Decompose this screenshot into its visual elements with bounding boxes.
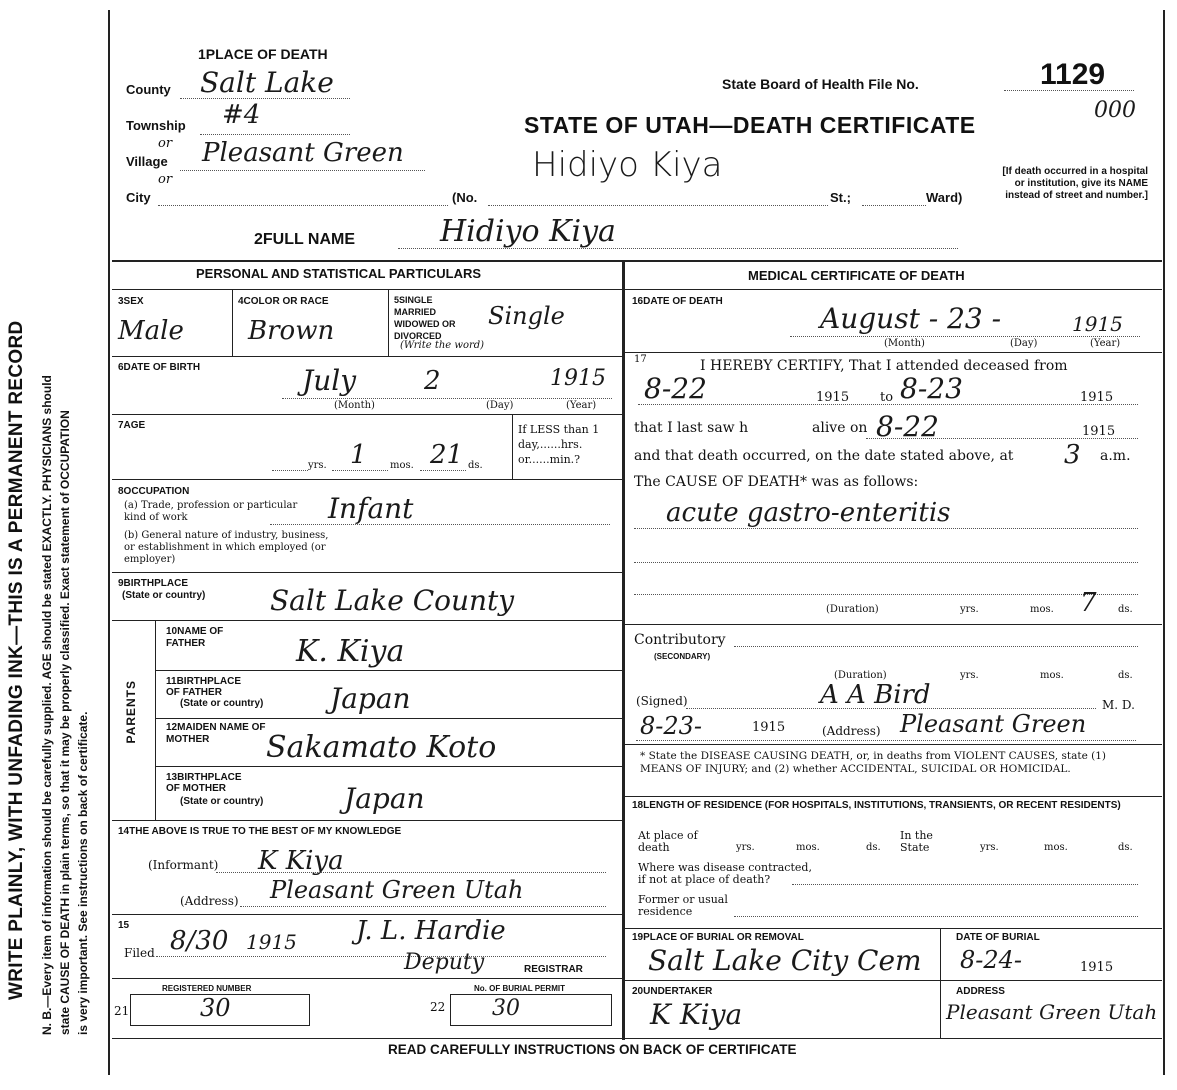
undertaker-address-value: Pleasant Green Utah <box>946 1000 1158 1024</box>
street-label: St.; <box>830 190 851 205</box>
file-no-value: 1129 <box>1040 58 1106 91</box>
or-label-2: or <box>158 172 173 187</box>
or-label-1: or <box>158 136 173 151</box>
contrib-ds-caption: ds. <box>1118 670 1133 681</box>
color-race-value: Brown <box>248 316 335 346</box>
dob-day-caption: (Day) <box>486 400 514 411</box>
med-address-label: (Address) <box>822 724 881 738</box>
file-no-label: State Board of Health File No. <box>722 76 919 92</box>
death-occurred-text: and that death occurred, on the date stated above, at <box>634 448 1014 464</box>
informant-label: (Informant) <box>148 858 219 872</box>
date-of-burial-year: 1915 <box>1080 960 1114 975</box>
birthplace-value: Salt Lake County <box>270 584 515 617</box>
date-of-death-value: August - 23 - <box>820 302 1002 335</box>
marital-write-label: (Write the word) <box>400 340 485 351</box>
signed-date-value: 8-23- <box>640 712 703 740</box>
registrar-label: REGISTRAR <box>524 964 583 975</box>
birthplace-label: 9BIRTHPLACE <box>118 578 189 589</box>
age-yrs-caption: yrs. <box>308 460 327 471</box>
side-note-line1: N. B.—Every item of information should be carefully supplied. AGE should be stated EXACTLY. PHYSICIANS should <box>40 375 54 1035</box>
date-of-death-label: 16DATE OF DEATH <box>632 296 723 307</box>
date-of-death-year: 1915 <box>1072 312 1123 336</box>
institution-note: [If death occurred in a hospital or institution, give its NAME instead of street and number.] <box>1002 166 1148 201</box>
place-of-death-label: 1PLACE OF DEATH <box>198 46 328 62</box>
mother-birthplace-value: Japan <box>344 782 425 815</box>
certificate-title: STATE OF UTAH—DEATH CERTIFICATE <box>524 112 976 138</box>
death-time-value: 3 <box>1064 440 1081 470</box>
village-label: Village <box>126 154 168 169</box>
age-label: 7AGE <box>118 420 146 431</box>
attended-from-value: 8-22 <box>644 372 707 405</box>
state-yrs-caption: yrs. <box>980 842 999 853</box>
top-name-handwritten: Hidiyo Kiya <box>532 145 723 185</box>
mother-birthplace-label: 13BIRTHPLACE OF MOTHER <box>166 772 242 794</box>
duration-mos-caption: mos. <box>1030 604 1054 615</box>
deputy-value: Deputy <box>404 950 485 975</box>
father-birthplace-sub: (State or country) <box>180 698 264 709</box>
marital-label: 5SINGLE MARRIED WIDOWED OR DIVORCED <box>394 295 456 341</box>
color-race-label: 4COLOR OR RACE <box>238 296 329 307</box>
father-name-value: K. Kiya <box>296 634 405 669</box>
filed-label: Filed <box>124 946 155 960</box>
street-no-label: (No. <box>452 190 478 205</box>
last-saw-text: that I last saw h <box>634 420 749 436</box>
attended-from-year: 1915 <box>816 390 850 405</box>
registered-number-value: 30 <box>200 994 231 1022</box>
item-21-label: 21 <box>114 1004 130 1018</box>
true-knowledge-label: 14THE ABOVE IS TRUE TO THE BEST OF MY KNOWLEDGE <box>118 826 402 837</box>
parents-label: PARENTS <box>124 680 138 744</box>
father-birthplace-label: 11BIRTHPLACE OF FATHER <box>166 676 242 698</box>
dob-year-caption: (Year) <box>566 400 597 411</box>
cause-of-death-label: The CAUSE OF DEATH* was as follows: <box>634 474 919 490</box>
filed-date-value: 8/30 <box>170 926 229 956</box>
occupation-b-label: (b) General nature of industry, business, or establishment in which employed (or employer) <box>124 530 329 565</box>
registered-number-label: REGISTERED NUMBER <box>162 984 252 993</box>
marital-value: Single <box>488 302 565 330</box>
duration-ds-caption: ds. <box>1118 604 1133 615</box>
informant-value: K Kiya <box>258 846 344 876</box>
father-birthplace-value: Japan <box>330 682 411 715</box>
less-than-day-label: If LESS than 1 day,......hrs. or......min.? <box>518 423 600 466</box>
sex-label: 3SEX <box>118 296 144 307</box>
age-months-value: 1 <box>350 440 367 470</box>
residence-mos-caption: mos. <box>796 842 820 853</box>
last-saw-year: 1915 <box>1082 424 1116 439</box>
undertaker-label: 20UNDERTAKER <box>632 986 713 997</box>
age-ds-caption: ds. <box>468 460 483 471</box>
side-note-line2: state CAUSE OF DEATH in plain terms, so that it may be properly classified. Exact statement of OCCUPATION <box>58 410 72 1035</box>
footer-instructions: READ CAREFULLY INSTRUCTIONS ON BACK OF CERTIFICATE <box>388 1042 797 1057</box>
age-days-value: 21 <box>430 440 464 470</box>
contrib-mos-caption: mos. <box>1040 670 1064 681</box>
dod-day-caption: (Day) <box>1010 338 1038 349</box>
secondary-label: (SECONDARY) <box>654 652 711 661</box>
duration-days-value: 7 <box>1080 588 1097 618</box>
occupation-value: Infant <box>328 492 414 525</box>
mother-maiden-value: Sakamato Koto <box>266 730 497 765</box>
burial-permit-label: No. OF BURIAL PERMIT <box>474 984 565 993</box>
last-saw-value: 8-22 <box>876 410 939 443</box>
in-state-label: In the State <box>900 829 933 854</box>
residence-ds-caption: ds. <box>866 842 881 853</box>
item-15-label: 15 <box>118 920 130 931</box>
dob-label: 6DATE OF BIRTH <box>118 362 201 373</box>
township-label: Township <box>126 118 186 133</box>
file-no-suffix: 000 <box>1094 98 1136 123</box>
item-17-label: 17 <box>634 354 647 365</box>
burial-permit-box <box>450 994 612 1026</box>
age-mos-caption: mos. <box>390 460 414 471</box>
attended-to-year: 1915 <box>1080 390 1114 405</box>
at-place-label: At place of death <box>638 829 698 854</box>
county-label: County <box>126 82 171 97</box>
township-value: #4 <box>222 100 261 130</box>
signed-label: (Signed) <box>636 694 688 708</box>
attended-to-value: 8-23 <box>900 372 963 405</box>
contributory-label: Contributory <box>634 632 726 648</box>
med-address-value: Pleasant Green <box>900 710 1087 738</box>
left-border <box>108 10 110 1075</box>
cause-of-death-value: acute gastro-enteritis <box>666 498 951 528</box>
permanent-record-warning: WRITE PLAINLY, WITH UNFADING INK—THIS IS A PERMANENT RECORD <box>6 320 27 1000</box>
date-of-burial-value: 8-24- <box>960 946 1023 974</box>
right-border <box>1163 10 1165 1075</box>
duration-caption-1: (Duration) <box>826 604 879 615</box>
ward-label: Ward) <box>926 190 963 205</box>
place-of-burial-label: 19PLACE OF BURIAL OR REMOVAL <box>632 932 804 943</box>
state-ds-caption: ds. <box>1118 842 1133 853</box>
personal-section-title: PERSONAL AND STATISTICAL PARTICULARS <box>196 266 482 281</box>
certify-text: I HEREBY CERTIFY, That I attended deceased from <box>700 358 1068 374</box>
former-residence-label: Former or usual residence <box>638 893 728 918</box>
village-value: Pleasant Green <box>202 138 404 168</box>
side-note-line3: is very important. See instructions on back of certificate. <box>76 711 90 1035</box>
contrib-yrs-caption: yrs. <box>960 670 979 681</box>
full-name-label: 2FULL NAME <box>254 231 356 248</box>
filed-year-value: 1915 <box>246 930 297 954</box>
signed-year-value: 1915 <box>752 720 786 735</box>
signed-value: A A Bird <box>820 680 931 710</box>
length-of-residence-label: 18LENGTH OF RESIDENCE (FOR HOSPITALS, INSTITUTIONS, TRANSIENTS, OR RECENT RESIDENTS) <box>632 800 1121 811</box>
place-of-burial-value: Salt Lake City Cem <box>648 944 922 977</box>
birthplace-sub-label: (State or country) <box>122 590 206 601</box>
dob-day: 2 <box>424 366 441 396</box>
father-name-label: 10NAME OF FATHER <box>166 626 224 649</box>
undertaker-value: K Kiya <box>650 998 743 1031</box>
occupation-label: 8OCCUPATION <box>118 486 190 497</box>
state-mos-caption: mos. <box>1044 842 1068 853</box>
occupation-a-label: (a) Trade, profession or particular kind of work <box>124 500 298 523</box>
death-time-suffix: a.m. <box>1100 448 1131 464</box>
dob-month-caption: (Month) <box>334 400 375 411</box>
duration-yrs-caption: yrs. <box>960 604 979 615</box>
mother-maiden-label: 12MAIDEN NAME OF MOTHER <box>166 722 266 745</box>
date-of-burial-label: DATE OF BURIAL <box>956 932 1040 943</box>
county-value: Salt Lake <box>200 66 334 99</box>
md-label: M. D. <box>1102 698 1135 712</box>
informant-address-label: (Address) <box>180 894 239 908</box>
city-label: City <box>126 190 151 205</box>
sex-value: Male <box>118 316 184 346</box>
dob-year: 1915 <box>550 366 606 391</box>
registrar-signature: J. L. Hardie <box>356 916 506 946</box>
undertaker-address-label: ADDRESS <box>956 986 1005 997</box>
alive-on-text: alive on <box>812 420 868 436</box>
informant-address-value: Pleasant Green Utah <box>270 876 524 904</box>
dod-month-caption: (Month) <box>884 338 925 349</box>
disease-contracted-label: Where was disease contracted, if not at place of death? <box>638 861 812 886</box>
medical-section-title: MEDICAL CERTIFICATE OF DEATH <box>748 268 965 283</box>
dob-month: July <box>302 364 357 397</box>
item-22-label: 22 <box>430 1000 446 1014</box>
mother-birthplace-sub: (State or country) <box>180 796 264 807</box>
to-label: to <box>880 390 894 405</box>
full-name-value: Hidiyo Kiya <box>440 214 616 249</box>
residence-yrs-caption: yrs. <box>736 842 755 853</box>
duration-caption-2: (Duration) <box>834 670 887 681</box>
burial-permit-value: 30 <box>492 996 520 1021</box>
dod-year-caption: (Year) <box>1090 338 1121 349</box>
cause-footnote: * State the DISEASE CAUSING DEATH, or, in deaths from VIOLENT CAUSES, state (1) MEANS OF INJURY; and (2) whether ACCIDENTAL, SUICIDAL OR HOMICIDAL. <box>640 750 1106 775</box>
